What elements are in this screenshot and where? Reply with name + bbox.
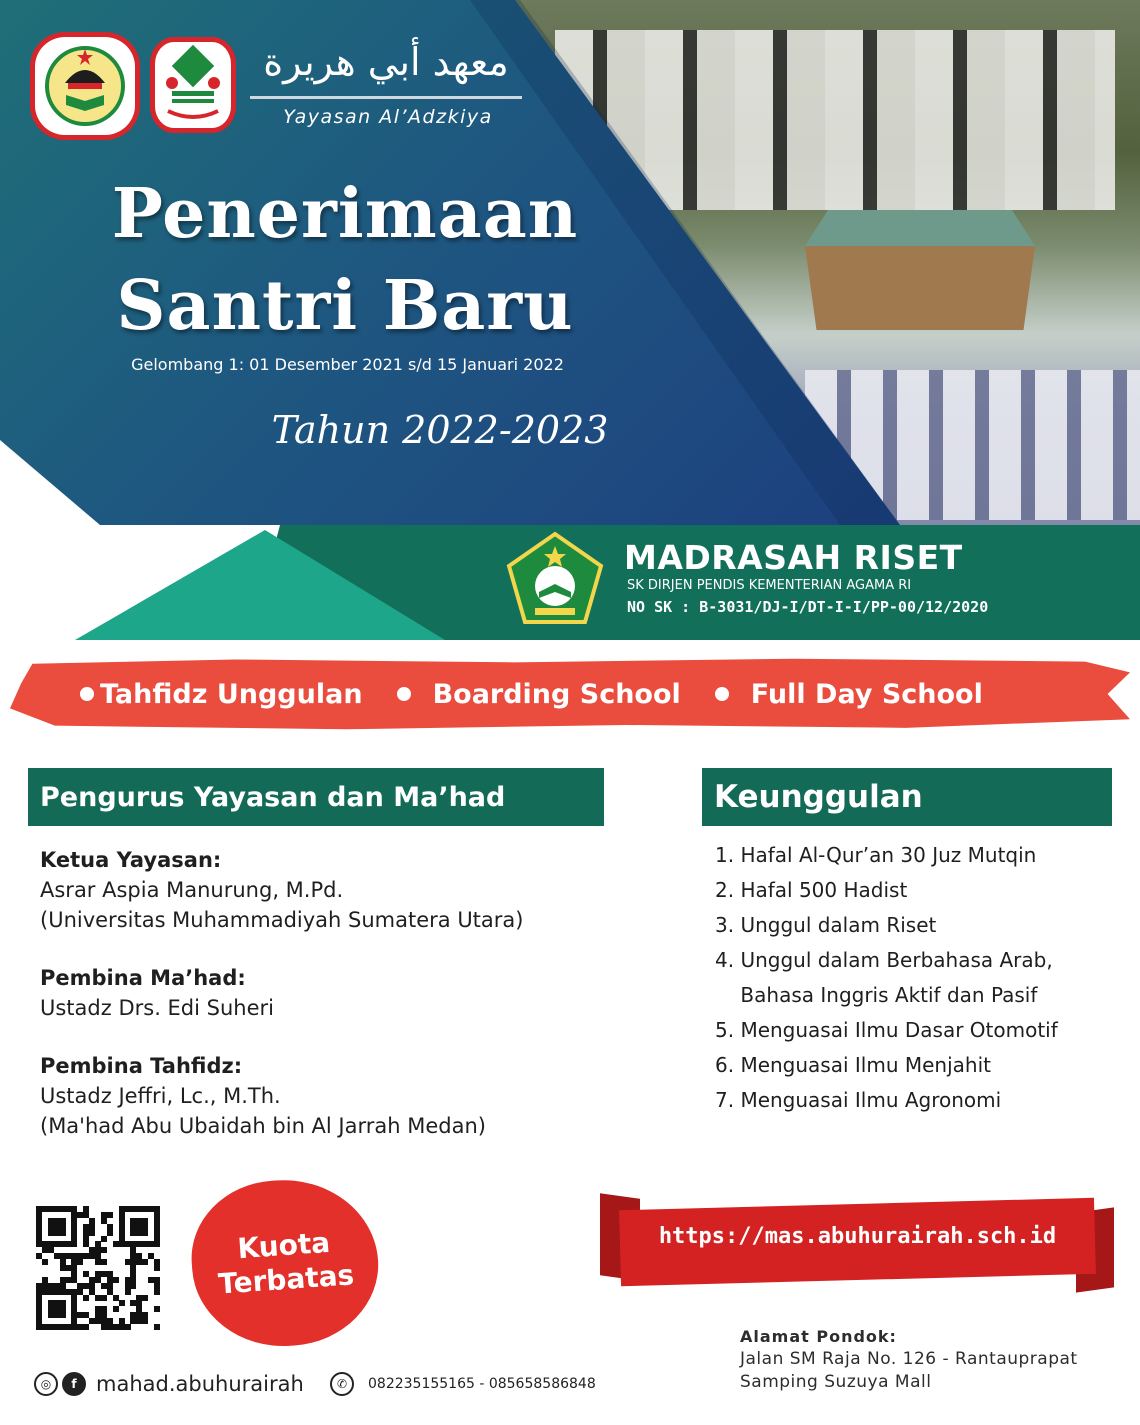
pengurus-name: Ustadz Jeffri, Lc., M.Th. [40,1084,281,1108]
keunggulan-list [715,838,1135,1118]
riset-title: MADRASAH RISET [624,538,963,577]
pengurus-role: Pembina Tahfidz: [40,1054,243,1078]
qr-module [130,1283,136,1289]
kuota-line-1: Kuota [236,1225,332,1266]
pengurus-affiliation: (Universitas Muhammadiyah Sumatera Utara) [40,908,524,932]
pengurus-heading: Pengurus Yayasan dan Ma’had [28,768,604,826]
bullet-icon [715,687,729,701]
qr-module [101,1247,107,1253]
facebook-icon[interactable]: f [62,1372,86,1396]
registration-period: Gelombang 1: 01 Desember 2021 s/d 15 Januari 2022 [131,355,564,374]
address-block [740,1325,1135,1394]
hero [0,0,1140,650]
qr-module [142,1295,148,1301]
kuota-badge [186,1174,383,1353]
qr-module [101,1295,107,1301]
qr-module [119,1300,125,1306]
social-links [34,1370,304,1398]
qr-module [154,1306,160,1312]
program-item [80,679,363,710]
list-item: 6. Menguasai Ilmu Menjahit [715,1053,991,1077]
qr-module [60,1312,66,1318]
list-item: 7. Menguasai Ilmu Agronomi [715,1088,1002,1112]
gazebo-photo [805,210,1035,330]
program-label: Full Day School [750,678,983,710]
list-item: 3. Unggul dalam Riset [715,913,937,937]
main-title [40,168,650,352]
pengurus-group [40,1051,660,1141]
qr-module [107,1230,113,1236]
pengurus-name: Ustadz Drs. Edi Suheri [40,996,274,1020]
program-item [715,679,983,710]
kemenag-logo-icon [505,530,605,626]
qr-module [142,1259,148,1265]
qr-module [89,1230,95,1236]
title-divider [250,96,522,99]
qr-module [154,1324,160,1330]
qr-module [113,1306,119,1312]
pengurus-role: Pembina Ma’had: [40,966,246,990]
qr-module [125,1324,131,1330]
qr-module [101,1259,107,1265]
academic-year: Tahun 2022-2023 [271,408,609,452]
program-list [80,670,1080,718]
main-title-line-1: Penerimaan [111,174,579,254]
phone-contacts [330,1370,596,1398]
yayasan-emblem-icon [42,43,128,129]
pengurus-affiliation: (Ma'had Abu Ubaidah bin Al Jarrah Medan) [40,1114,486,1138]
social-handle[interactable]: mahad.abuhurairah [96,1372,304,1396]
phone-numbers[interactable]: 082235155165 - 085658586848 [368,1376,596,1392]
bullet-icon [80,687,94,701]
yayasan-logo [30,32,140,140]
website-ribbon[interactable] [600,1190,1115,1300]
qr-module [154,1289,160,1295]
qr-module [142,1318,148,1324]
address-line-2: Samping Suzuya Mall [740,1372,932,1392]
qr-module [113,1277,119,1283]
list-item: Bahasa Inggris Aktif dan Pasif [715,983,1038,1007]
madrasah-logo [150,37,236,133]
whatsapp-icon[interactable]: ✆ [330,1372,354,1396]
qr-module [107,1212,113,1218]
qr-module [42,1259,48,1265]
yayasan-name: Yayasan Al’Adzkiya [283,106,493,128]
website-link[interactable]: https://mas.abuhurairah.sch.id [658,1224,1057,1249]
main-title-line-2: Santri Baru [116,266,574,346]
pengurus-list [40,845,660,1169]
arabic-title: معهد أبي هريرة [263,40,509,84]
program-label: Tahfidz Unggulan [100,678,363,710]
riset-subtitle: SK DIRJEN PENDIS KEMENTERIAN AGAMA RI [627,578,912,593]
program-label: Boarding School [432,678,681,710]
bullet-icon [397,687,411,701]
pengurus-role: Ketua Yayasan: [40,848,222,872]
address-label: Alamat Pondok: [740,1327,897,1346]
qr-module [125,1289,131,1295]
list-item: 5. Menguasai Ilmu Dasar Otomotif [715,1018,1058,1042]
pengurus-group [40,963,660,1023]
pengurus-name: Asrar Aspia Manurung, M.Pd. [40,878,344,902]
list-item: 1. Hafal Al-Qur’an 30 Juz Mutqin [715,843,1037,867]
keunggulan-heading: Keunggulan [702,768,1112,826]
qr-module [154,1241,160,1247]
address-line-1: Jalan SM Raja No. 126 - Rantauprapat [740,1349,1078,1369]
instagram-icon[interactable]: ◎ [34,1372,58,1396]
riset-sk-number: NO SK : B-3031/DJ-I/DT-I-I/PP-00/12/2020 [627,598,989,616]
kuota-line-2: Terbatas [217,1258,356,1301]
madrasah-emblem-icon [158,45,228,125]
qr-module [60,1230,66,1236]
program-item [397,679,681,710]
qr-module [77,1259,83,1265]
pengurus-group [40,845,660,935]
qr-module [83,1295,89,1301]
qr-module [71,1241,77,1247]
list-item: 2. Hafal 500 Hadist [715,878,908,902]
qr-module [154,1265,160,1271]
list-item: 4. Unggul dalam Berbahasa Arab, [715,948,1053,972]
qr-module [101,1236,107,1242]
qr-module [83,1324,89,1330]
qr-code[interactable] [36,1206,160,1330]
qr-module [142,1230,148,1236]
